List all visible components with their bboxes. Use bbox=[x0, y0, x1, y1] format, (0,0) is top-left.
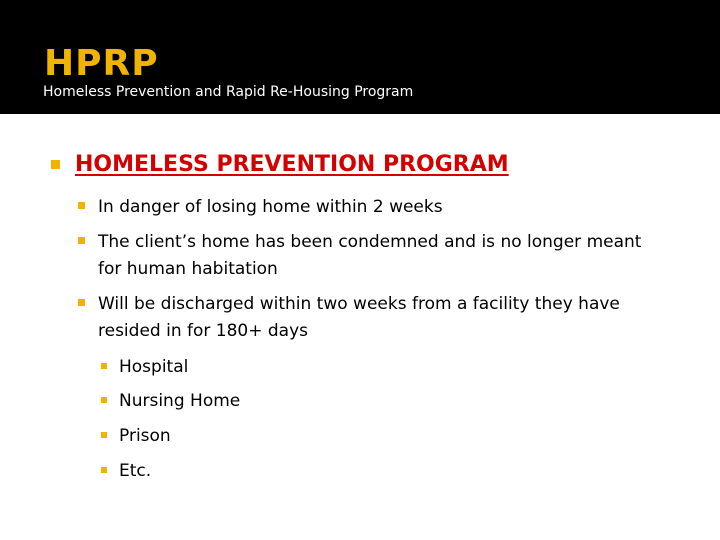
square-bullet-icon bbox=[101, 397, 107, 403]
list-item-text: Will be discharged within two weeks from a facility they have resided in for 180+ days bbox=[98, 294, 620, 341]
square-bullet-icon bbox=[51, 160, 60, 169]
square-bullet-icon bbox=[78, 299, 85, 306]
sub-list-item-text: Etc. bbox=[119, 461, 152, 481]
section-heading: HOMELESS PREVENTION PROGRAM bbox=[75, 152, 509, 177]
slide-title: HPRP bbox=[44, 43, 159, 84]
sub-list-item-text: Hospital bbox=[119, 357, 189, 377]
square-bullet-icon bbox=[101, 363, 107, 369]
square-bullet-icon bbox=[101, 432, 107, 438]
list-item-text: In danger of losing home within 2 weeks bbox=[98, 197, 443, 217]
list-item-text: The client’s home has been condemned and is no longer meant for human habitation bbox=[98, 232, 642, 279]
slide-subtitle: Homeless Prevention and Rapid Re-Housing Program bbox=[43, 84, 414, 100]
square-bullet-icon bbox=[78, 202, 85, 209]
square-bullet-icon bbox=[101, 467, 107, 473]
sub-list-item-text: Prison bbox=[119, 426, 171, 446]
square-bullet-icon bbox=[78, 237, 85, 244]
sub-list-item-text: Nursing Home bbox=[119, 391, 241, 411]
